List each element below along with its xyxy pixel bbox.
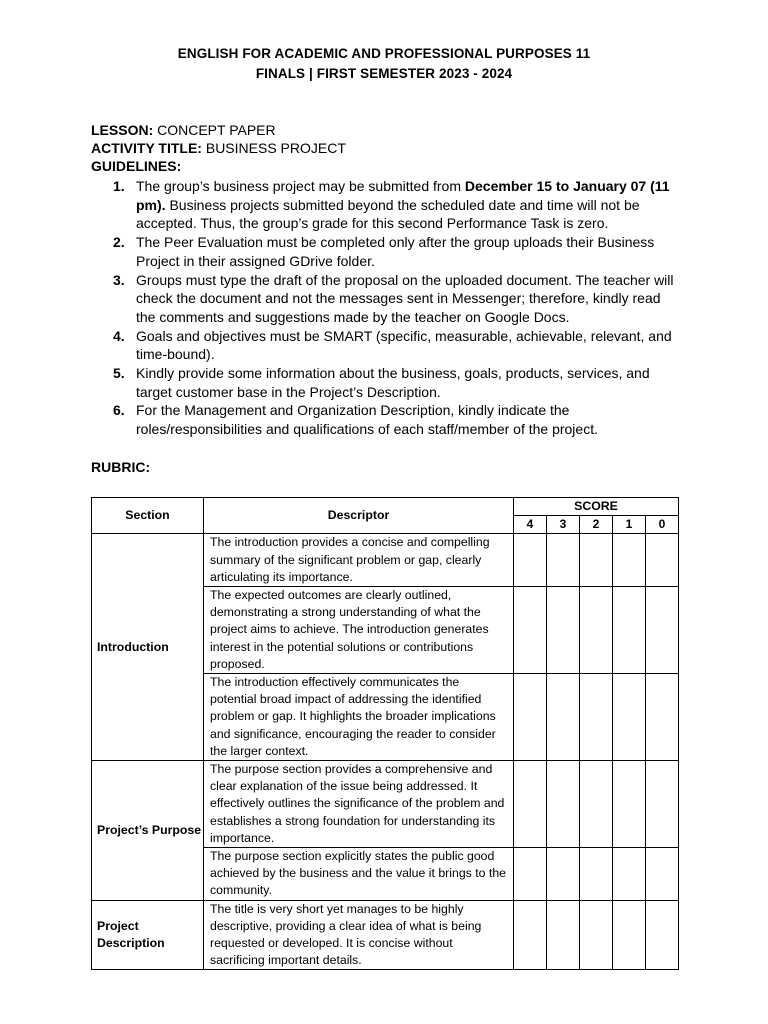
section-introduction: Introduction (92, 534, 204, 761)
descriptor-column-header: Descriptor (204, 498, 514, 534)
guideline-item: 5. Kindly provide some information about the business, goals, products, services, and target customer base in the Project’s Description. (113, 365, 650, 400)
score-cell[interactable] (514, 900, 547, 970)
score-cell[interactable] (646, 534, 679, 587)
guideline-item: 6. For the Management and Organization Description, kindly indicate the roles/responsibilities and qualifications of each staff/member of the project. (113, 402, 598, 438)
descriptor-cell: The introduction effectively communicates the potential broad impact of addressing the identified problem or gap. It highlights the broader implications and significance, encouraging the reader to consider the larger context. (204, 674, 514, 761)
score-cell[interactable] (613, 761, 646, 848)
score-cell[interactable] (613, 534, 646, 587)
score-cell[interactable] (613, 900, 646, 970)
score-3-header: 3 (547, 516, 580, 534)
guideline-number: 6. (113, 402, 125, 419)
activity-label: ACTIVITY TITLE: (91, 140, 202, 156)
section-projects-purpose: Project’s Purpose (92, 761, 204, 901)
table-row (92, 761, 679, 848)
score-cell[interactable] (580, 900, 613, 970)
guideline-number: 4. (113, 327, 125, 344)
guideline-number: 2. (113, 234, 125, 251)
score-cell[interactable] (547, 587, 580, 674)
table-row (92, 900, 679, 970)
lesson-label: LESSON: (91, 122, 154, 138)
lesson-value: CONCEPT PAPER (153, 122, 276, 138)
score-cell[interactable] (580, 587, 613, 674)
score-cell[interactable] (646, 848, 679, 901)
score-cell[interactable] (646, 761, 679, 848)
guideline-number: 5. (113, 365, 125, 382)
score-cell[interactable] (514, 848, 547, 901)
guidelines-list (91, 177, 681, 439)
score-cell[interactable] (514, 534, 547, 587)
score-cell[interactable] (646, 587, 679, 674)
course-title: ENGLISH FOR ACADEMIC AND PROFESSIONAL PURPOSES 11 (177, 46, 591, 61)
score-cell[interactable] (547, 848, 580, 901)
guideline-item: 3. Groups must type the draft of the proposal on the uploaded document. The teacher will check the document and not the messages sent in Messenger; therefore, kindly read the comments and suggestions made by the teacher on Google Docs. (113, 271, 674, 325)
score-1-header: 1 (613, 516, 646, 534)
guideline-deadline: December 15 to January 07 (11 pm). (136, 178, 670, 213)
score-column-header: SCORE (514, 498, 679, 516)
descriptor-cell: The purpose section explicitly states the public good achieved by the business and the value it brings to the community. (204, 848, 514, 901)
score-cell[interactable] (514, 761, 547, 848)
guideline-item: 4. Goals and objectives must be SMART (specific, measurable, achievable, relevant, and time-bound). (113, 327, 672, 363)
score-cell[interactable] (547, 674, 580, 761)
score-cell[interactable] (547, 900, 580, 970)
lesson-line (91, 121, 276, 139)
term-title: FINALS | FIRST SEMESTER 2023 - 2024 (255, 66, 513, 81)
activity-line (91, 139, 346, 157)
score-cell[interactable] (646, 674, 679, 761)
guideline-number: 3. (113, 271, 125, 288)
score-cell[interactable] (613, 848, 646, 901)
descriptor-cell: The purpose section provides a comprehensive and clear explanation of the issue being addressed. It effectively outlines the significance of the problem and establishes a strong foundation for understanding its importance. (204, 761, 514, 848)
score-cell[interactable] (613, 674, 646, 761)
guideline-item: 1. The group’s business project may be submitted from December 15 to January 07 (11 pm). Business projects submitted beyond the scheduled date and time will not be accepted. Thus, the group’s grade for this second Performance Task is zero. (113, 178, 670, 232)
score-cell[interactable] (646, 900, 679, 970)
rubric-heading: RUBRIC: (91, 459, 151, 475)
score-cell[interactable] (613, 587, 646, 674)
score-cell[interactable] (514, 587, 547, 674)
guidelines-heading: GUIDELINES: (91, 158, 182, 174)
descriptor-cell: The title is very short yet manages to be highly descriptive, providing a clear idea of what is being requested or developed. It is concise without sacrificing important details. (204, 900, 514, 970)
score-cell[interactable] (580, 848, 613, 901)
rubric-table (91, 497, 679, 970)
score-cell[interactable] (580, 534, 613, 587)
score-0-header: 0 (646, 516, 679, 534)
activity-value: BUSINESS PROJECT (201, 140, 346, 156)
score-4-header: 4 (514, 516, 547, 534)
score-cell[interactable] (547, 534, 580, 587)
score-cell[interactable] (580, 674, 613, 761)
table-row (92, 534, 679, 587)
section-project-description: Project Description (92, 900, 204, 970)
score-cell[interactable] (514, 674, 547, 761)
score-2-header: 2 (580, 516, 613, 534)
score-cell[interactable] (547, 761, 580, 848)
score-cell[interactable] (580, 761, 613, 848)
descriptor-cell: The expected outcomes are clearly outlined, demonstrating a strong understanding of what the project aims to achieve. The introduction generates interest in the potential solutions or contributions proposed. (204, 587, 514, 674)
descriptor-cell: The introduction provides a concise and compelling summary of the significant problem or gap, clearly articulating its importance. (204, 534, 514, 587)
guideline-number: 1. (113, 178, 125, 194)
section-column-header: Section (92, 498, 204, 534)
guideline-item: 2. The Peer Evaluation must be completed only after the group uploads their Business Project in their assigned GDrive folder. (113, 234, 655, 269)
